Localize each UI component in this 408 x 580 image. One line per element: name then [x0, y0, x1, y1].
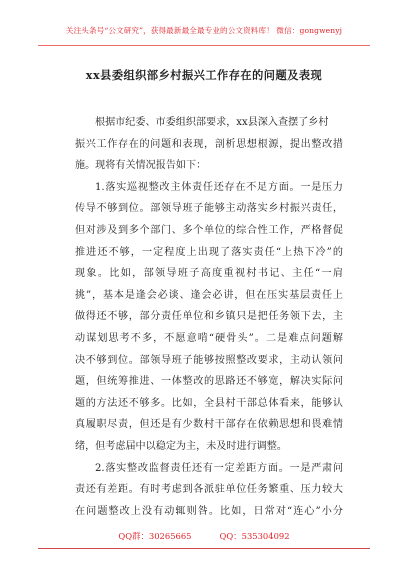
- body-line: 1.落实巡视整改主体责任还存在不足方面。一是压力: [95, 181, 343, 193]
- body-line: 在问题整改上没有动辄则咎。比如，日常对“连心”小分: [75, 505, 343, 517]
- footer-divider: [38, 548, 370, 549]
- body-line: 决不够到位。部领导班子能够按照整改要求，主动认领问: [75, 354, 343, 366]
- promo-header: 关注头条号“公文研究”，获得最新最全最专业的公文资料库！ 微信：gongwenyj: [65, 26, 343, 35]
- body-line: 但对涉及到多个部门、多个单位的综合性工作，严格督促: [75, 224, 343, 236]
- body-line: 2.落实整改监督责任还有一定差距方面。一是严肃问: [95, 462, 343, 474]
- body-line: 做得还不够，部分责任单位和乡镇只是把任务领下去，主: [75, 311, 343, 323]
- body-line: 传导不够到位。部领导班子能够主动落实乡村振兴责任，: [75, 203, 343, 215]
- qq-group-contact: QQ群：30265665: [118, 531, 192, 541]
- body-line: 根据市纪委、市委组织部要求，xx县深入查摆了乡村: [95, 117, 329, 128]
- promo-footer: [0, 530, 408, 542]
- body-line: 绪，但考虑届中以稳定为主，未及时进行调整。: [75, 440, 287, 452]
- body-line: 振兴工作存在的问题和表现，剖析思想根源，提出整改措: [75, 138, 343, 150]
- body-line: 题的方法还不够多。比如，全县村干部总体看来，能够认: [75, 397, 343, 409]
- body-line: 题，但统筹推进、一体整改的思路还不够宽，解决实际问: [75, 376, 343, 388]
- document-title: xx县委组织部乡村振兴工作存在的问题及表现: [85, 68, 323, 82]
- header-divider: [38, 45, 370, 46]
- body-line: 真履职尽责，但还是有少数村干部存在依赖思想和畏难情: [75, 419, 343, 431]
- document-body: [75, 112, 343, 522]
- body-line: 动谋划思考不多，不愿意啃“硬骨头”。二是难点问题解: [75, 332, 343, 344]
- body-line: 责还有差距。有时考虑到各派驻单位任务繁重、压力较大: [75, 484, 343, 496]
- body-line: 现象。比如，部领导班子高度重视村书记、主任“一肩: [75, 268, 343, 280]
- body-line: 挑”，基本是逢会必谈、逢会必讲，但在压实基层责任上: [75, 289, 343, 301]
- body-line: 施。现将有关情况报告如下：: [75, 160, 207, 172]
- body-line: 推进还不够，一定程度上出现了落实责任“上热下冷”的: [75, 246, 343, 258]
- qq-contact: QQ：535304092: [219, 531, 290, 541]
